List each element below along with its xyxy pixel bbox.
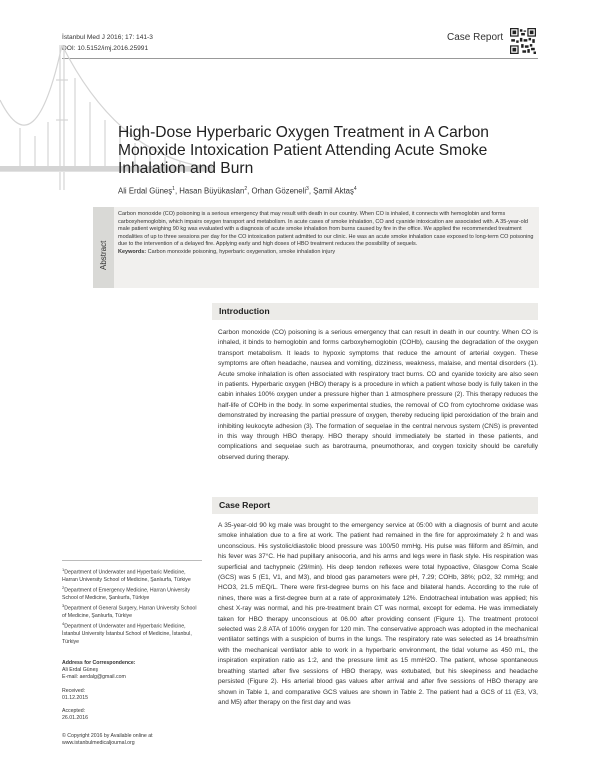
affiliation-rule <box>62 560 202 561</box>
author-name: Orhan Gözeneli <box>251 186 307 196</box>
introduction-text: Carbon monoxide (CO) poisoning is a serious emergency that can result in death in our country. When CO is inhaled, it binds to hemoglobin and forms carboxyhemoglobin (COHb), causing the degradation of the oxygen transport metabolism. It leads to hypoxic symptoms that reduce the amount of arterial oxygen. These symptoms are often headache, nausea and vomiting, dizziness, weakness, malaise, and mental disorders (1). Acute smoke inhalation is often associated with respiratory tract burns. CO and cyanide toxicity are also seen in patients. Hyperbaric oxygen (HBO) therapy is a procedure in which a patient whose body is fully taken in the cabin inhales 100% oxygen under a pressure higher than 1 atmosphere pressure (2). This therapy reduces the half-life of COHb in the body. In some experimental studies, the removal of CO from cytochrome oxidase was demonstrated by increasing the partial pressure of oxygen, thereby reducing lipid peroxidation of the brain and inhibiting leukocyte adhesion (3). The formation of sequelae in the central nervous system (CNS) is prevented in this way through HBO therapy. HBO therapy should immediately be started in these patients, and complications and sequelae such as barotrauma, pneumothorax, and oxygen toxicity should be carefully observed during therapy. <box>218 329 538 461</box>
affiliation-item <box>62 602 202 620</box>
abstract-label <box>96 232 110 272</box>
affiliation-mark: 1 <box>62 567 65 572</box>
journal-citation: İstanbul Med J 2016; 17: 141-3 <box>62 34 153 41</box>
author-affiliation-mark: 4 <box>353 186 357 192</box>
author-list: Ali Erdal Güneş$^1$, Hasan Büyükaslan$^2$, Orhan Gözeneli$^3$, Şamil Aktaş$^4$ <box>118 186 357 196</box>
affiliation-mark: 4 <box>62 621 65 627</box>
affiliation-text: Department of Underwater and Hyperbaric Medicine, Harran University School of Medicine, Şanlıurfa, Türkiye <box>62 569 191 583</box>
affiliation-mark: 2 <box>62 585 65 591</box>
article-title: High-Dose Hyperbaric Oxygen Treatment in A Carbon Monoxide Intoxication Patient Attending Acute Smoke Inhalation and Burn <box>118 124 489 177</box>
qr-code-icon <box>510 28 536 54</box>
affiliations <box>62 566 202 646</box>
received-date: 01.12.2015 <box>62 695 88 702</box>
author-name: Şamil Aktaş <box>313 186 354 196</box>
keywords-label: Keywords: <box>118 248 147 255</box>
introduction-heading: Introduction <box>219 306 270 316</box>
accepted-label: Accepted: <box>62 708 86 714</box>
case-report-heading: Case Report <box>219 500 271 510</box>
affiliation-item <box>62 584 202 602</box>
copyright-text: © Copyright 2016 by Available online at <box>62 733 153 739</box>
journal-website-link[interactable]: www.istanbulmedicaljournal.org <box>62 740 135 747</box>
correspondence-label: Address for Correspondence: <box>62 660 136 666</box>
doi: DOI: 10.5152/imj.2016.25991 <box>62 45 149 52</box>
accepted-block <box>62 708 202 722</box>
correspondence-name: Ali Erdal Güneş <box>62 667 99 674</box>
copyright-block <box>62 733 202 747</box>
received-block <box>62 688 202 702</box>
author-affiliation-mark: 2 <box>244 186 248 192</box>
author-name: Hasan Büyükaslan <box>179 186 245 196</box>
abstract-label-text: Abstract <box>99 240 108 270</box>
affiliation-text: Department of Emergency Medicine, Harran University School of Medicine, Şanlıurfa, Türkiye <box>62 587 190 602</box>
abstract-body: Carbon monoxide (CO) poisoning is a serious emergency that may result with death in our country. When CO is inhaled, it connects with hemoglobin and forms carboxyhemoglobin, which impairs oxygen transport and metabolism. In acute cases of smoke inhalation, CO and cyanide intoxication are associated with. A 35-year-old male patient weighing 90 kg was evaluated with a diagnosis of acute smoke inhalation from burns caused by fire in the office. We applied the recommended treatment modalities of up to three sessions per day for the CO intoxication patient admitted to our clinic. He was an acute smoke inhalation case exposed to long-term CO poisoning due to the intervention of a delayed fire. Applying early and high doses of HBO treatment reduces the possibility of sequels. <box>118 211 534 248</box>
article-category: Case Report <box>447 32 504 43</box>
author-affiliation-mark: 3 <box>306 186 309 192</box>
author-affiliation-mark: 1 <box>172 186 175 192</box>
abstract-text <box>118 211 534 257</box>
received-label: Received: <box>62 688 86 694</box>
author-name: Ali Erdal Güneş <box>118 186 173 196</box>
affiliation-item <box>62 566 202 584</box>
affiliation-text: Department of General Surgery, Harran University School of Medicine, Şanlıurfa, Türkiye <box>62 606 197 620</box>
affiliation-item <box>62 620 202 645</box>
keywords: Carbon monoxide poisoning, hyperbaric oxygenation, smoke inhalation injury <box>147 248 336 255</box>
correspondence-email[interactable]: E-mail: aerdalg@gmail.com <box>62 674 126 681</box>
affiliation-text: Department of Underwater and Hyperbaric Medicine, İstanbul University İstanbul School of Medicine, İstanbul, Türkiye <box>62 624 192 645</box>
affiliation-mark: 3 <box>62 603 65 609</box>
accepted-date: 26.01.2016 <box>62 715 88 722</box>
case-report-text: A 35-year-old 90 kg male was brought to the emergency service at 05:00 with a diagnosis of burnt and acute smoke inhalation due to a fire at work. The patient had remained in the fire for approximately 2 h and was unconscious. His systolic/diastolic blood pressure was 100/50 mmHg. His pulse was filiform and 85/min, and his fever was 37°C. He had pupillary anisocoria, and his arms and legs were in flask style. His respiration was superficial and tachypneic (29/min). His deep tendon reflexes were total hypoactive, Glasgow Coma Scale (GCS) was 5 (E1, V1, and M3), and blood gas parameters were pH, 7.29; COHb, 38%; pO2, 32 mmHg; and HCO3, 21.5 mEQ/L. There were first-degree burns on his face and bilateral hands. According to the rule of nines, there was a first-degree burn at a rate of approximately 12%. Endotracheal intubation was applied; his chest X-ray was normal, and his pre-treatment brain CT was normal, except for edema. He was immediately taken for HBO therapy unconscious at 06.00 after providing consent (Figure 1). The treatment protocol selected was 2.8 ATA of 100% oxygen for 120 min. The conservative approach was adopted in the mechanical ventilator settings with a suspicion of burns in the lungs. The respiratory rate was selected as 14 breaths/min with the mechanical ventilator able to work in a hyperbaric environment, the tidal volume as 450 mL, the inspiration expiration ratio as 1:2, and the pressure limit as 15 mmH2O. The patient, whose spontaneous breathing started after five sessions of HBO therapy, was extubated, but his sleepiness and headache persisted (Figure 2). His arterial blood gas values after arrival and after five sessions of HBO therapy are shown in Table 1, and comparative GCS values are shown in Table 2. The patient had a GCS of 11 (E3, V3, and M5) after therapy on the first day and was <box>218 522 538 706</box>
correspondence-block <box>62 660 202 682</box>
